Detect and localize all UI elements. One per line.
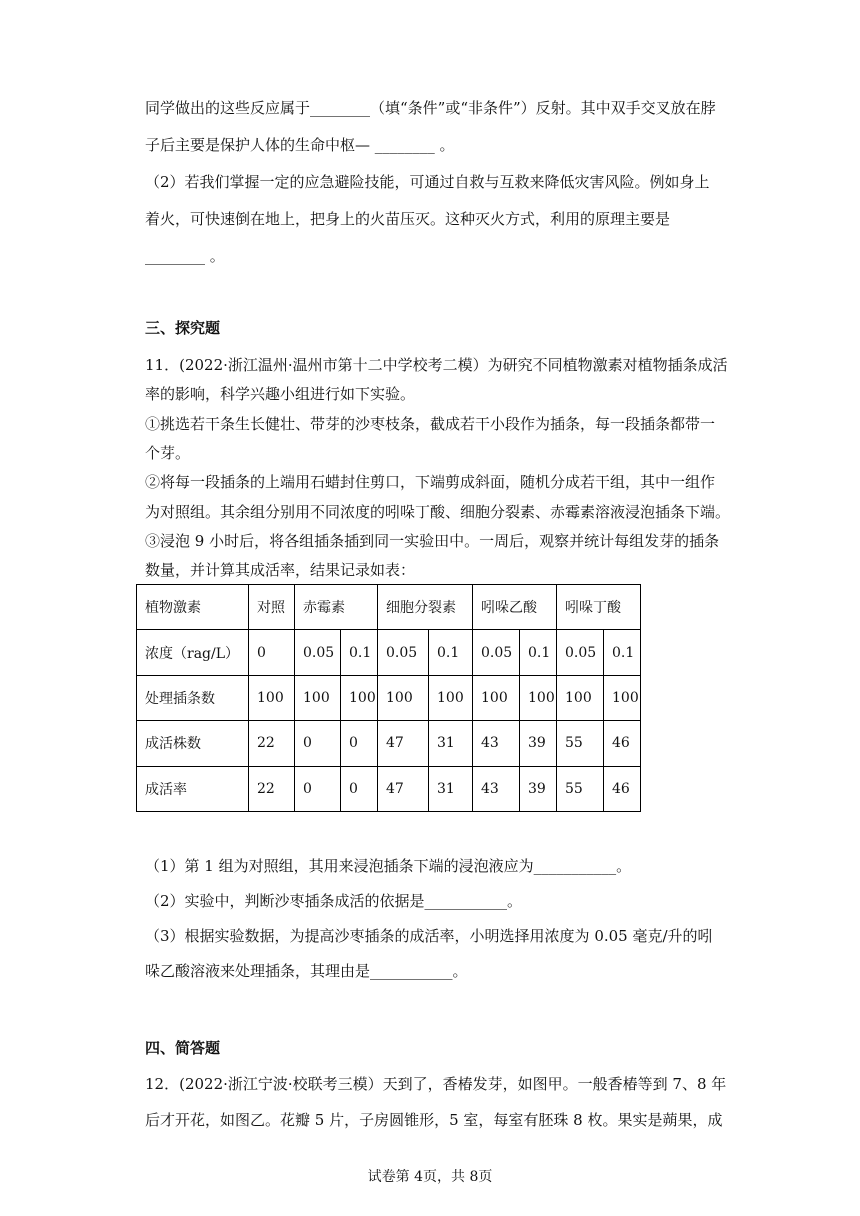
table-cell: 47 [378, 766, 429, 811]
table-cell: 0 [341, 721, 378, 766]
table-cell: 0 [341, 766, 378, 811]
table-cell: 46 [604, 766, 641, 811]
table-cell: 植物激素 [137, 585, 249, 630]
table-cell: 0.1 [520, 630, 557, 675]
paragraph-line: ________ 。 [145, 247, 225, 265]
table-cell: 100 [295, 675, 341, 720]
table-cell: 55 [557, 766, 604, 811]
table-cell: 0.05 [378, 630, 429, 675]
table-cell: 0.1 [429, 630, 473, 675]
table-cell: 赤霉素 [295, 585, 378, 630]
table-cell: 100 [520, 675, 557, 720]
table-row [137, 630, 641, 675]
table-cell: 对照 [249, 585, 295, 630]
question-line: ②将每一段插条的上端用石蜡封住剪口，下端剪成斜面，随机分成若干组，其中一组作 [145, 473, 716, 491]
paragraph-line: 子后主要是保护人体的生命中枢— ________ 。 [145, 136, 455, 154]
table-cell: 处理插条数 [137, 675, 249, 720]
table-cell: 0 [295, 766, 341, 811]
table-cell: 成活株数 [137, 721, 249, 766]
table-cell: 100 [557, 675, 604, 720]
table-cell: 成活率 [137, 766, 249, 811]
table-cell: 100 [429, 675, 473, 720]
question-line: ①挑选若干条生长健壮、带芽的沙枣枝条，截成若干小段作为插条，每一段插条都带一 [145, 415, 716, 433]
subquestion-line: （1）第 1 组为对照组，其用来浸泡插条下端的浸泡液应为___________。 [145, 857, 632, 875]
table-cell: 46 [604, 721, 641, 766]
table-cell: 39 [520, 721, 557, 766]
table-row [137, 766, 641, 811]
table-cell: 100 [249, 675, 295, 720]
paragraph-line: 着火，可快速倒在地上，把身上的火苗压灭。这种灭火方式，利用的原理主要是 [145, 210, 671, 228]
table-cell: 39 [520, 766, 557, 811]
table-row [137, 675, 641, 720]
question-line: 为对照组。其余组分别用不同浓度的吲哚丁酸、细胞分裂素、赤霉素溶液浸泡插条下端。 [145, 503, 731, 521]
table-row [137, 721, 641, 766]
question-line: 11．(2022·浙江温州·温州市第十二中学校考二模）为研究不同植物激素对植物插条成活 [145, 356, 728, 374]
paragraph-line: 同学做出的这些反应属于________（填“条件”或“非条件”）反射。其中双手交叉放在脖 [145, 99, 716, 117]
subquestion-line: 哚乙酸溶液来处理插条，其理由是___________。 [145, 962, 468, 980]
question-line: ③浸泡 9 小时后，将各组插条插到同一实验田中。一周后，观察并统计每组发芽的插条 [145, 532, 720, 550]
subquestion-line: （2）实验中，判断沙枣插条成活的依据是___________。 [145, 892, 523, 910]
table-cell: 100 [473, 675, 520, 720]
table-cell: 100 [604, 675, 641, 720]
section-title: 四、简答题 [145, 1039, 221, 1057]
table-header-row [137, 585, 641, 630]
question-line: 12．(2022·浙江宁波·校联考三模）天到了，香椿发芽，如图甲。一般香椿等到 7、8 年 [145, 1075, 727, 1093]
table-cell: 55 [557, 721, 604, 766]
section-title: 三、探究题 [145, 319, 221, 337]
table-cell: 22 [249, 721, 295, 766]
table-cell: 0.05 [557, 630, 604, 675]
table-cell: 0.05 [473, 630, 520, 675]
table-cell: 43 [473, 766, 520, 811]
table-cell: 0.1 [341, 630, 378, 675]
table-cell: 0 [249, 630, 295, 675]
table-cell: 31 [429, 721, 473, 766]
question-line: 个芽。 [145, 444, 191, 462]
table-cell: 43 [473, 721, 520, 766]
table-cell: 0.05 [295, 630, 341, 675]
table-cell: 吲哚丁酸 [557, 585, 641, 630]
question-line: 后才开花，如图乙。花瓣 5 片，子房圆锥形，5 室，每室有胚珠 8 枚。果实是蒴果，成 [145, 1111, 723, 1129]
table-cell: 31 [429, 766, 473, 811]
results-table [136, 584, 641, 812]
table-cell: 细胞分裂素 [378, 585, 473, 630]
table-cell: 吲哚乙酸 [473, 585, 557, 630]
subquestion-line: （3）根据实验数据，为提高沙枣插条的成活率，小明选择用浓度为 0.05 毫克/升的吲 [145, 927, 713, 945]
table-cell: 0 [295, 721, 341, 766]
table-cell: 0.1 [604, 630, 641, 675]
page-footer: 试卷第 4页，共 8页 [367, 1169, 493, 1185]
table-cell: 100 [378, 675, 429, 720]
paragraph-line: （2）若我们掌握一定的应急避险技能，可通过自救与互救来降低灾害风险。例如身上 [145, 173, 710, 191]
question-line: 数量，并计算其成活率，结果记录如表： [145, 561, 416, 579]
table-cell: 47 [378, 721, 429, 766]
table-cell: 浓度（rag/L） [137, 630, 249, 675]
question-line: 率的影响，科学兴趣小组进行如下实验。 [145, 385, 416, 403]
table-cell: 100 [341, 675, 378, 720]
table-cell: 22 [249, 766, 295, 811]
